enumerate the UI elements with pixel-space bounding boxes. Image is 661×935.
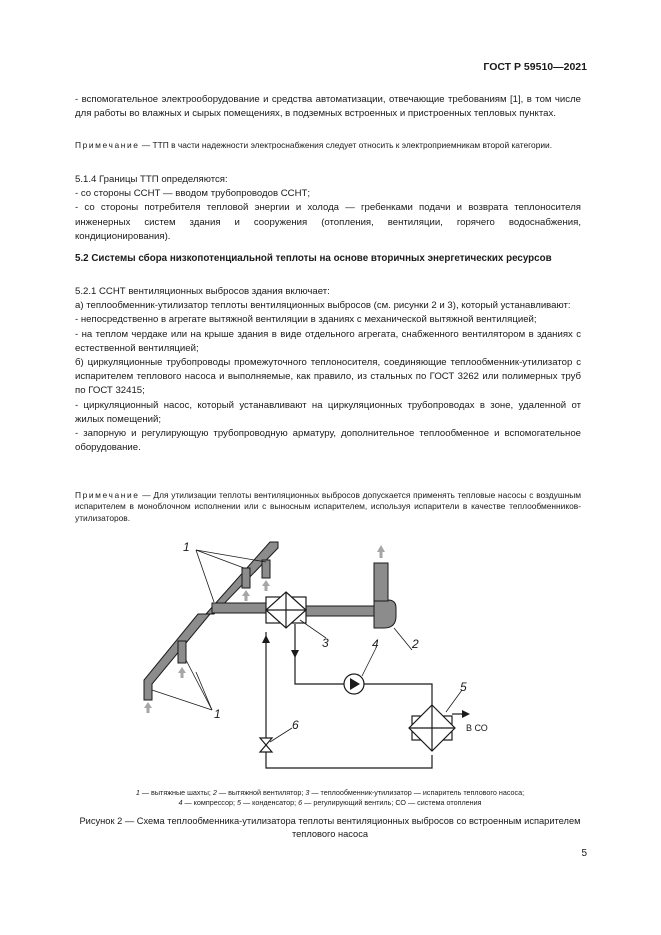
legend-1-text: — вытяжные шахты; (139, 788, 213, 797)
body-text-top (75, 93, 581, 121)
air-arrow-stub-1 (242, 590, 250, 596)
label-to-heating-system: В СО (466, 723, 488, 733)
note-2 (75, 490, 581, 524)
legend-3-text: — теплообменник-утилизатор — испаритель теплового насоса; (309, 788, 525, 797)
duct-to-exchanger (212, 603, 266, 613)
paragraph-equipment: - вспомогательное электрооборудование и средства автоматизации, отвечающие требованиям [1], в том числе для работы во влажных и сырых помещениях, в подземных встроенных и пристроенных тепловых пунктах. (75, 94, 581, 120)
legend-2-text: — вытяжной вентилятор; (216, 788, 306, 797)
note-2-text: — Для утилизации теплоты вентиляционных выбросов допускается применять тепловые насосы с воздушным испарителем в моноблочном исполнении или с выносным испарителем, используя испарители в качестве теплообменников-утилизаторов. (75, 490, 581, 523)
flow-arrow-up (262, 635, 270, 643)
note-2-label: Примечание (75, 490, 140, 500)
legend-6-text: — регулирующий вентиль; СО — система отопления (302, 798, 482, 807)
legend-4-num: 4 (178, 798, 183, 807)
paragraph-ssnt-side: - со стороны ССНТ — вводом трубопроводов ССНТ; (75, 188, 311, 200)
paragraph-consumer-side: - со стороны потребителя тепловой энергии и холода — гребенками подачи и возврата теплоносителя инженерных систем здания и сооружения (отопления, вентиляции, горячего водоснабжения, кондиционирования). (75, 202, 581, 242)
flow-arrow-co (462, 710, 470, 718)
figure-labels (183, 540, 467, 732)
condenser-5 (409, 705, 455, 751)
shaft-stub-3 (178, 641, 186, 663)
label-1-bottom: 1 (214, 707, 221, 721)
note-1-label: Примечание (75, 140, 140, 150)
compressor-4 (344, 674, 364, 694)
note-1-text: — ТТП в части надежности электроснабжения следует относить к электроприемникам второй категории. (139, 140, 553, 150)
standard-number: ГОСТ Р 59510—2021 (483, 61, 587, 73)
label-1-top: 1 (183, 540, 190, 554)
legend-2-num: 2 (212, 788, 217, 797)
note-1 (75, 140, 581, 151)
exhaust-pipe (374, 563, 388, 601)
page-number: 5 (581, 848, 587, 859)
legend-line-1 (60, 788, 600, 798)
air-arrow-inlet (144, 702, 152, 708)
legend-4-text: — компрессор; (182, 798, 237, 807)
label-6: 6 (292, 718, 299, 732)
duct-to-fan (306, 606, 374, 616)
shaft-stub-1 (242, 568, 250, 588)
legend-6-num: 6 (298, 798, 303, 807)
flow-arrows (262, 635, 470, 718)
paragraph-b: б) циркуляционные трубопроводы промежуточного теплоносителя, соединяющие теплообменник-утилизатор с испарителем теплового насоса и выполняемые, как правило, из стальных по ГОСТ 3262 или полимерных труб по ГОСТ 32415; (75, 357, 581, 397)
figure-legend (60, 788, 600, 808)
heat-exchanger-3 (266, 592, 306, 628)
legend-5-text: — конденсатор; (240, 798, 299, 807)
label-5: 5 (460, 680, 467, 694)
section-heading-5-2: 5.2 Системы сбора низкопотенциальной теплоты на основе вторичных энергетических ресурсов (75, 253, 552, 264)
paragraph-mechanical: - непосредственно в агрегате вытяжной вентиляции в зданиях с механической вытяжной вентиляцией; (75, 314, 537, 326)
air-arrow-top (377, 545, 385, 552)
paragraph-valves: - запорную и регулирующую трубопроводную арматуру, дополнительное теплообменное и вспомогательное оборудование. (75, 428, 581, 454)
body-text-5-2-1 (75, 285, 581, 455)
paragraph-5-2-1: 5.2.1 ССНТ вентиляционных выбросов здания включает: (75, 286, 330, 297)
exhaust-fan (374, 600, 396, 628)
label-2: 2 (412, 637, 419, 651)
shaft-stub-2 (262, 560, 270, 578)
section-5-2 (75, 252, 581, 266)
legend-5-num: 5 (236, 798, 241, 807)
figure-caption: Рисунок 2 — Схема теплообменника-утилизатора теплоты вентиляционных выбросов со встроенным испарителем теплового насоса (79, 816, 581, 839)
air-arrow-stub-2 (262, 580, 270, 586)
legend-line-2 (60, 798, 600, 808)
paragraph-5-1-4: 5.1.4 Границы ТТП определяются: (75, 174, 228, 185)
paragraph-natural: - на теплом чердаке или на крыше здания в виде отдельного агрегата, снабженного вентилятором в зданиях с естественной вентиляцией; (75, 328, 581, 354)
body-text-boundaries (75, 173, 581, 244)
regulating-valve-6 (260, 738, 272, 752)
legend-1-num: 1 (135, 788, 140, 797)
label-3: 3 (322, 636, 329, 650)
paragraph-a: а) теплообменник-утилизатор теплоты вентиляционных выбросов (см. рисунки 2 и 3), который устанавливают: (75, 300, 571, 312)
label-4: 4 (372, 637, 379, 651)
flow-arrow-down (291, 650, 299, 658)
air-arrow-stub-3 (178, 667, 186, 673)
figure-2-diagram (120, 533, 540, 788)
paragraph-pump: - циркуляционный насос, который устанавливают на циркуляционных трубопроводах в зоне, удаленной от жилых помещений; (75, 399, 581, 425)
legend-3-num: 3 (305, 788, 310, 797)
